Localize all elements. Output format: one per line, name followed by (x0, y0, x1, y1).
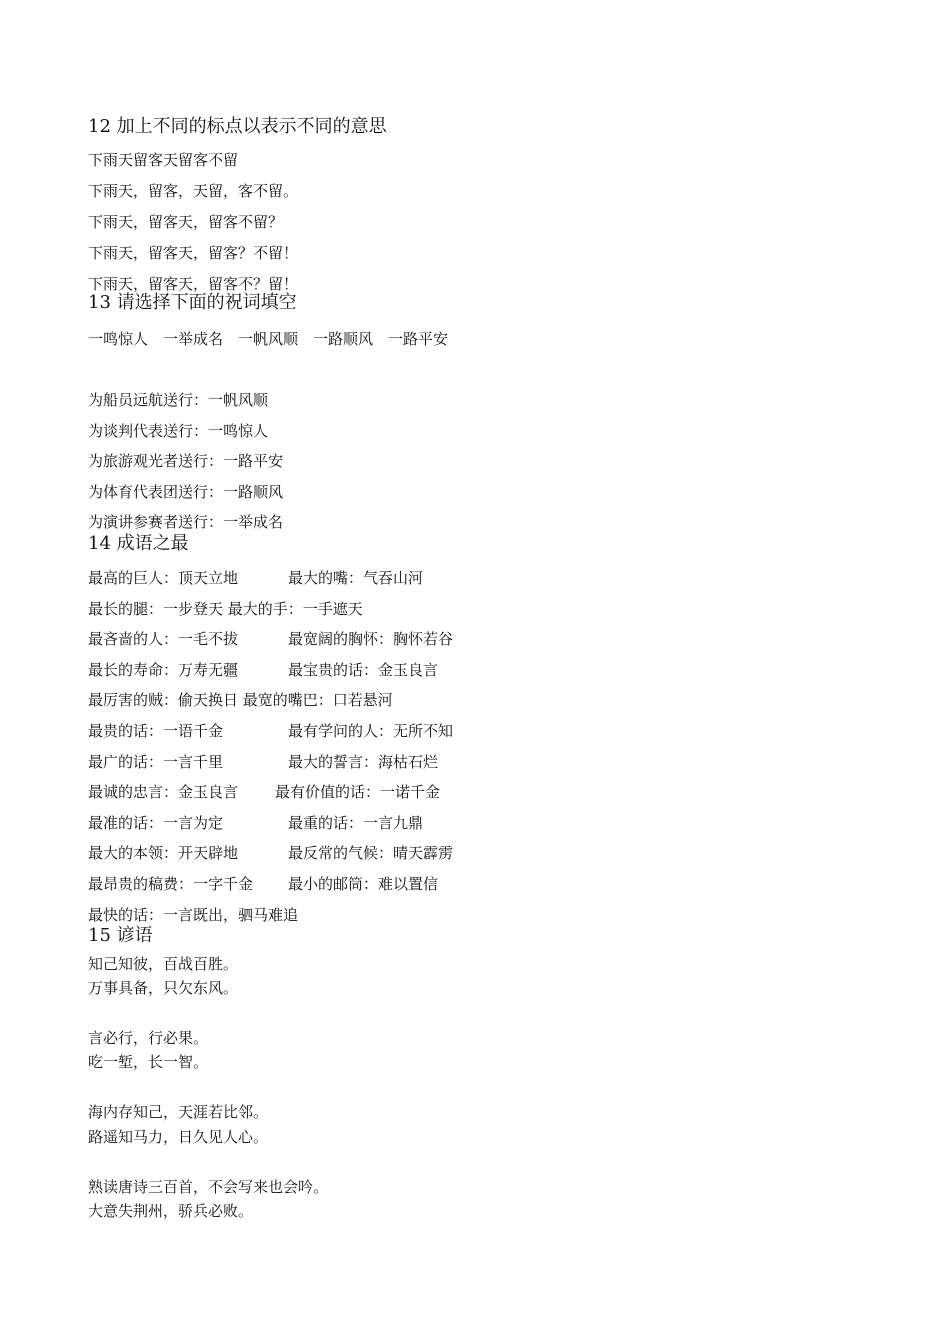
s14-row-8-a: 最诚的忠言：金玉良言 (88, 783, 239, 801)
section-14-title: 14 成语之最 (88, 533, 189, 554)
section-15-title: 15 谚语 (88, 925, 153, 946)
s13-line-3: 为旅游观光者送行：一路平安 (88, 452, 284, 470)
s14-row-3-b: 最宽阔的胸怀：胸怀若谷 (288, 630, 454, 648)
s14-row-1-a: 最高的巨人：顶天立地 (88, 569, 239, 587)
s14-row-7-b: 最大的誓言：海枯石烂 (288, 753, 439, 771)
s14-row-5-a: 最厉害的贼：偷天换日 最宽的嘴巴：口若悬河 (88, 691, 393, 709)
s12-line-2: 下雨天，留客，天留，客不留。 (88, 182, 299, 200)
s13-line-1: 为船员远航送行：一帆风顺 (88, 391, 269, 409)
s14-row-7-a: 最广的话：一言千里 (88, 753, 224, 771)
s14-row-2-a: 最长的腿：一步登天 最大的手：一手遮天 (88, 600, 363, 618)
s14-row-12-a: 最快的话：一言既出，驷马难追 (88, 906, 299, 924)
s12-line-4: 下雨天，留客天，留客？不留！ (88, 244, 299, 262)
s12-line-3: 下雨天，留客天，留客不留？ (88, 213, 284, 231)
s15-line-7: 熟读唐诗三百首，不会写来也会吟。 (88, 1178, 329, 1196)
s14-row-3-a: 最吝啬的人：一毛不拔 (88, 630, 239, 648)
s15-line-6: 路遥知马力，日久见人心。 (88, 1128, 269, 1146)
s15-line-1: 知己知彼，百战百胜。 (88, 955, 239, 973)
s14-row-10-b: 最反常的气候：晴天霹雳 (288, 844, 454, 862)
s14-row-10-a: 最大的本领：开天辟地 (88, 844, 239, 862)
section-12-title: 12 加上不同的标点以表示不同的意思 (88, 116, 387, 137)
s14-row-11-b: 最小的邮筒：难以置信 (288, 875, 439, 893)
s14-row-9-a: 最准的话：一言为定 (88, 814, 224, 832)
s15-line-8: 大意失荆州，骄兵必败。 (88, 1202, 254, 1220)
s15-line-2: 万事具备，只欠东风。 (88, 979, 239, 997)
section-13-title: 13 请选择下面的祝词填空 (88, 292, 297, 313)
s14-row-4-a: 最长的寿命：万寿无疆 (88, 661, 239, 679)
s15-line-3: 言必行，行必果。 (88, 1029, 209, 1047)
s14-row-1-b: 最大的嘴：气吞山河 (288, 569, 424, 587)
s14-row-11-a: 最昂贵的稿费：一字千金 (88, 875, 254, 893)
s14-row-4-b: 最宝贵的话：金玉良言 (288, 661, 439, 679)
s13-line-5: 为演讲参赛者送行：一举成名 (88, 513, 284, 531)
s14-row-6-a: 最贵的话：一语千金 (88, 722, 224, 740)
s12-line-5: 下雨天，留客天，留客不？留！ (88, 275, 299, 293)
s12-line-1: 下雨天留客天留客不留 (88, 151, 239, 169)
s13-line-2: 为谈判代表送行：一鸣惊人 (88, 422, 269, 440)
s14-row-6-b: 最有学问的人：无所不知 (288, 722, 454, 740)
s14-row-8-b: 最有价值的话：一诺千金 (275, 783, 441, 801)
s15-line-4: 吃一堑，长一智。 (88, 1053, 209, 1071)
s13-options: 一鸣惊人 一举成名 一帆风顺 一路顺风 一路平安 (88, 330, 449, 348)
s15-line-5: 海内存知己，天涯若比邻。 (88, 1103, 269, 1121)
s13-line-4: 为体育代表团送行：一路顺风 (88, 483, 284, 501)
s14-row-9-b: 最重的话：一言九鼎 (288, 814, 424, 832)
